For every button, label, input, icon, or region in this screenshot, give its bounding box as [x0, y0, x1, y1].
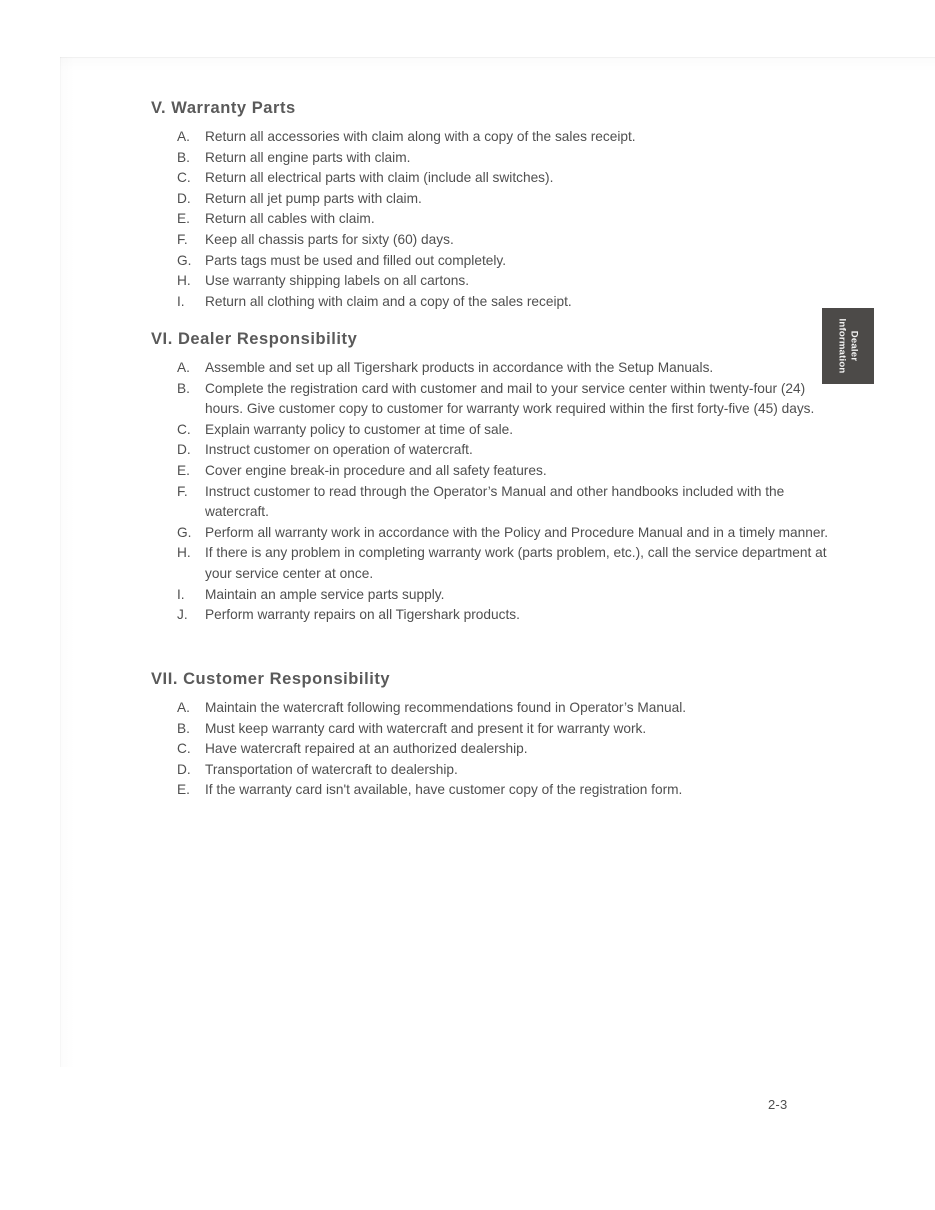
section-tab-marker-label	[837, 319, 860, 374]
list-item-letter: H.	[177, 273, 191, 289]
list-item-letter: H.	[177, 545, 191, 561]
section-dealer-responsibility	[151, 329, 831, 626]
list-item	[151, 585, 831, 606]
list-item	[151, 379, 831, 420]
list-item-letter: D.	[177, 442, 191, 458]
list-item-text: Explain warranty policy to customer at time of sale.	[205, 421, 514, 437]
list-item-letter: F.	[177, 231, 188, 247]
list-item-text: Return all accessories with claim along with a copy of the sales receipt.	[205, 129, 636, 144]
list-item-text: Parts tags must be used and filled out completely.	[205, 252, 507, 268]
list-item-text: Return all engine parts with claim.	[205, 149, 411, 165]
list-item	[151, 271, 801, 292]
list-item	[151, 127, 801, 148]
list-item-text: Cover engine break-in procedure and all safety features.	[205, 462, 547, 478]
list-item	[151, 230, 801, 251]
section-customer-responsibility	[151, 669, 801, 801]
list-item	[151, 605, 831, 626]
list-item	[151, 719, 801, 740]
list-item-letter: B.	[177, 380, 190, 396]
section-tab-marker	[822, 308, 874, 384]
section-item-list	[151, 698, 801, 801]
list-item-letter: A.	[177, 129, 190, 144]
list-item	[151, 358, 831, 379]
section-heading: V. Warranty Parts	[151, 99, 296, 117]
list-item-letter: D.	[177, 190, 191, 206]
section-warranty-parts	[151, 98, 801, 312]
section-heading: VII. Customer Responsibility	[151, 670, 391, 688]
list-item-text: If there is any problem in completing warranty work (parts problem, etc.), call the service department at your service center at once.	[205, 545, 827, 581]
list-item	[151, 760, 801, 781]
list-item-text: Return all clothing with claim and a copy of the sales receipt.	[205, 293, 572, 309]
list-item	[151, 543, 831, 584]
list-item-text: If the warranty card isn't available, have customer copy of the registration form.	[205, 782, 683, 798]
list-item-letter: D.	[177, 761, 191, 777]
list-item-letter: J.	[177, 607, 188, 623]
section-item-list	[151, 127, 801, 312]
list-item	[151, 482, 831, 523]
list-item-letter: B.	[177, 720, 190, 736]
list-item	[151, 698, 801, 719]
list-item-text: Transportation of watercraft to dealership.	[205, 761, 458, 777]
list-item-text: Must keep warranty card with watercraft and present it for warranty work.	[205, 720, 647, 736]
list-item-text: Perform warranty repairs on all Tigershark products.	[205, 607, 520, 623]
section-heading: VI. Dealer Responsibility	[151, 330, 358, 348]
list-item-text: Return all cables with claim.	[205, 211, 375, 227]
list-item	[151, 251, 801, 272]
list-item	[151, 440, 831, 461]
list-item	[151, 189, 801, 210]
list-item-letter: C.	[177, 741, 191, 757]
list-item-text: Keep all chassis parts for sixty (60) days.	[205, 231, 454, 247]
page-number: 2-3	[768, 1097, 788, 1112]
list-item-letter: G.	[177, 524, 192, 540]
list-item-letter: A.	[177, 700, 190, 715]
list-item-text: Complete the registration card with customer and mail to your service center within twenty-four (24) hours. Give customer copy to customer for warranty work required within the first forty-five (45) days.	[205, 380, 815, 417]
list-item	[151, 209, 801, 230]
list-item-text: Instruct customer to read through the Operator’s Manual and other handbooks included with the watercraft.	[205, 483, 785, 520]
section-item-list	[151, 358, 831, 626]
list-item-letter: C.	[177, 170, 191, 186]
list-item-letter: C.	[177, 421, 191, 437]
list-item	[151, 739, 801, 760]
list-item-text: Have watercraft repaired at an authorized dealership.	[205, 741, 528, 757]
list-item-text: Return all electrical parts with claim (include all switches).	[205, 170, 554, 186]
section-tab-marker-line-2: Information	[837, 318, 848, 374]
list-item-letter: B.	[177, 149, 190, 165]
list-item-text: Maintain an ample service parts supply.	[205, 586, 445, 602]
list-item-text: Perform all warranty work in accordance with the Policy and Procedure Manual and in a timely manner.	[205, 524, 829, 540]
list-item-letter: F.	[177, 483, 188, 499]
section-tab-marker-line-1: Dealer	[848, 330, 860, 362]
list-item	[151, 168, 801, 189]
list-item	[151, 461, 831, 482]
list-item	[151, 420, 831, 441]
list-item-letter: I.	[177, 293, 185, 309]
list-item-letter: A.	[177, 360, 190, 375]
list-item-text: Return all jet pump parts with claim.	[205, 190, 422, 206]
list-item-letter: I.	[177, 586, 185, 602]
list-item-text: Assemble and set up all Tigershark products in accordance with the Setup Manuals.	[205, 360, 714, 375]
list-item	[151, 292, 801, 313]
list-item-text: Use warranty shipping labels on all cartons.	[205, 273, 469, 289]
list-item-text: Instruct customer on operation of watercraft.	[205, 442, 473, 458]
list-item-letter: E.	[177, 782, 190, 798]
list-item	[151, 523, 831, 544]
list-item-letter: G.	[177, 252, 192, 268]
list-item-text: Maintain the watercraft following recommendations found in Operator’s Manual.	[205, 700, 687, 715]
list-item-letter: E.	[177, 462, 190, 478]
list-item	[151, 780, 801, 801]
list-item	[151, 148, 801, 169]
list-item-letter: E.	[177, 211, 190, 227]
